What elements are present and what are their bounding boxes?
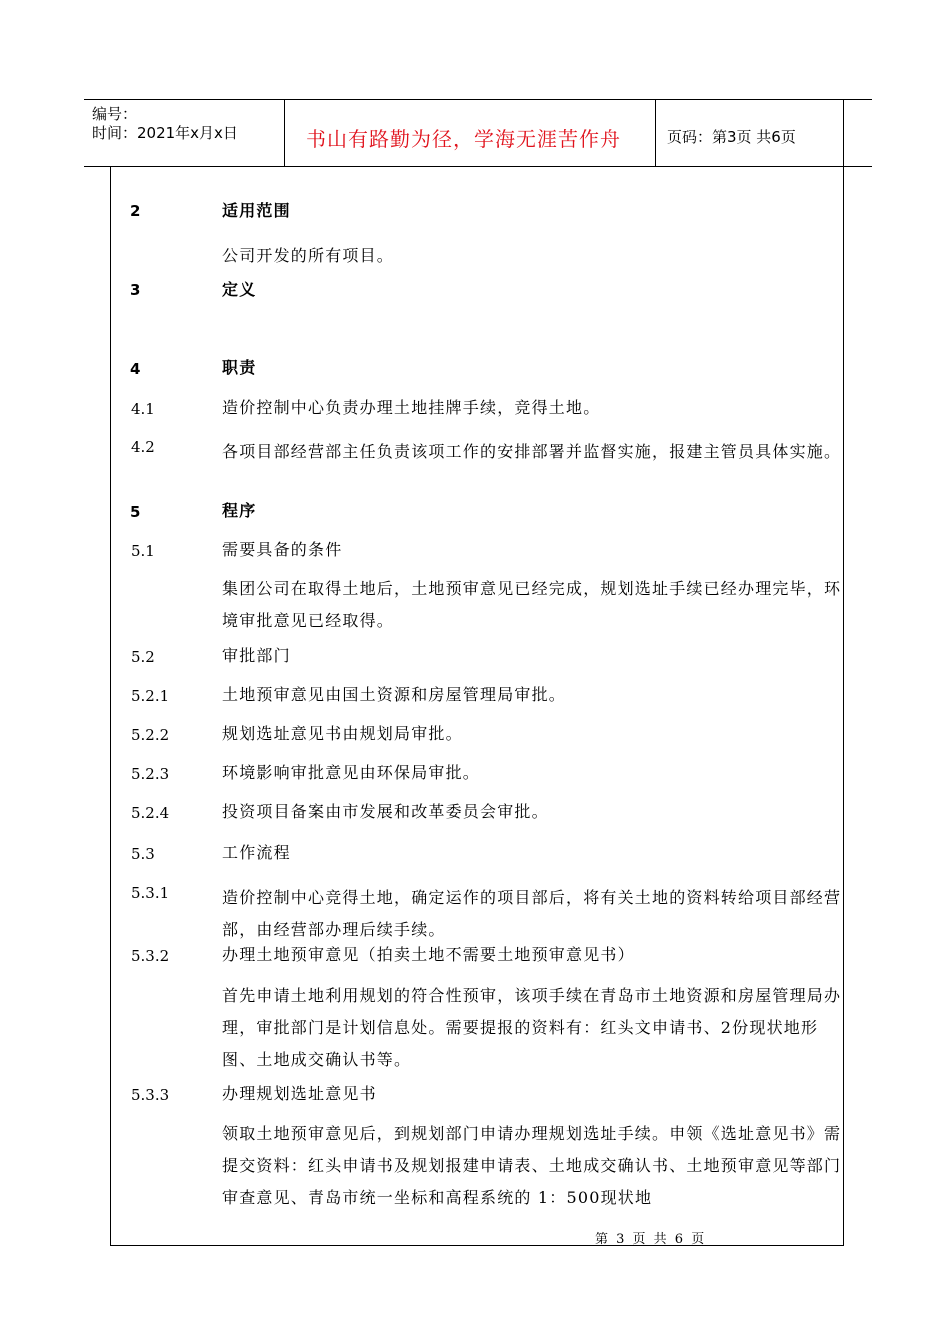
section-heading-scope: 适用范围 <box>222 201 291 220</box>
section-body-5-3-3: 领取土地预审意见后，到规划部门申请办理规划选址手续。申领《选址意见书》需提交资料：红头申请书及规划报建申请表、土地成交确认书、土地预审意见等部门审查意见、青岛市统一坐标和高程系统的 1：500现状地 <box>222 1124 842 1207</box>
section-body-5-3-2: 首先申请土地利用规划的符合性预审，该项手续在青岛市土地资源和房屋管理局办理，审批部门是计划信息处。需要提报的资料有：红头文申请书、2份现状地形图、土地成交确认书等。 <box>222 986 842 1069</box>
section-body-5-1: 集团公司在取得土地后，土地预审意见已经完成，规划选址手续已经办理完毕，环境审批意见已经取得。 <box>222 579 842 630</box>
section-number-4-2: 4.2 <box>131 438 155 456</box>
header-bottom-border <box>84 166 872 167</box>
section-number-4: 4 <box>130 360 141 378</box>
header-top-border <box>84 99 872 100</box>
section-number-5: 5 <box>130 503 141 521</box>
section-number-5-3: 5.3 <box>131 845 155 863</box>
header-divider-3 <box>843 99 844 167</box>
header-divider-1 <box>284 99 285 167</box>
section-number-4-1: 4.1 <box>131 400 155 418</box>
header-divider-2 <box>655 99 656 167</box>
section-text-5-2: 审批部门 <box>222 646 291 665</box>
section-number-2: 2 <box>130 202 141 220</box>
section-number-5-2: 5.2 <box>131 648 155 666</box>
section-number-5-3-1: 5.3.1 <box>131 884 170 902</box>
section-text-5-3-2: 办理土地预审意见（拍卖土地不需要土地预审意见书） <box>222 945 635 964</box>
section-number-5-2-2: 5.2.2 <box>131 726 170 744</box>
section-text-5-2-2: 规划选址意见书由规划局审批。 <box>222 724 463 743</box>
header-motto: 书山有路勤为径，学海无涯苦作舟 <box>306 127 621 151</box>
section-heading-duties: 职责 <box>222 358 257 377</box>
body-bottom-border <box>110 1245 844 1246</box>
body-left-border <box>110 166 111 1246</box>
page-footer: 第 3 页 共 6 页 <box>595 1232 707 1247</box>
section-text-5-2-4: 投资项目备案由市发展和改革委员会审批。 <box>222 802 549 821</box>
section-text-5-3-3: 办理规划选址意见书 <box>222 1084 377 1103</box>
section-text-4-2: 各项目部经营部主任负责该项工作的安排部署并监督实施，报建主管员具体实施。 <box>222 442 842 461</box>
section-heading-definition: 定义 <box>222 280 257 299</box>
page-info: 页码：第3页 共6页 <box>667 128 796 146</box>
section-number-5-3-2: 5.3.2 <box>131 947 170 965</box>
section-number-5-1: 5.1 <box>131 542 155 560</box>
section-text-5-3: 工作流程 <box>222 843 291 862</box>
section-number-5-3-3: 5.3.3 <box>131 1086 170 1104</box>
section-text-scope: 公司开发的所有项目。 <box>222 246 395 265</box>
serial-label: 编号： <box>92 105 138 123</box>
section-number-5-2-1: 5.2.1 <box>131 687 170 705</box>
section-text-4-1: 造价控制中心负责办理土地挂牌手续，竞得土地。 <box>222 398 601 417</box>
section-text-5-2-1: 土地预审意见由国土资源和房屋管理局审批。 <box>222 685 567 704</box>
section-text-5-2-3: 环境影响审批意见由环保局审批。 <box>222 763 481 782</box>
section-heading-procedure: 程序 <box>222 501 257 520</box>
section-text-5-3-1: 造价控制中心竞得土地，确定运作的项目部后，将有关土地的资料转给项目部经营部，由经营部办理后续手续。 <box>222 888 842 939</box>
section-number-3: 3 <box>130 281 141 299</box>
section-number-5-2-4: 5.2.4 <box>131 804 170 822</box>
section-text-5-1: 需要具备的条件 <box>222 540 343 559</box>
section-number-5-2-3: 5.2.3 <box>131 765 170 783</box>
time-label: 时间：2021年x月x日 <box>92 124 238 142</box>
